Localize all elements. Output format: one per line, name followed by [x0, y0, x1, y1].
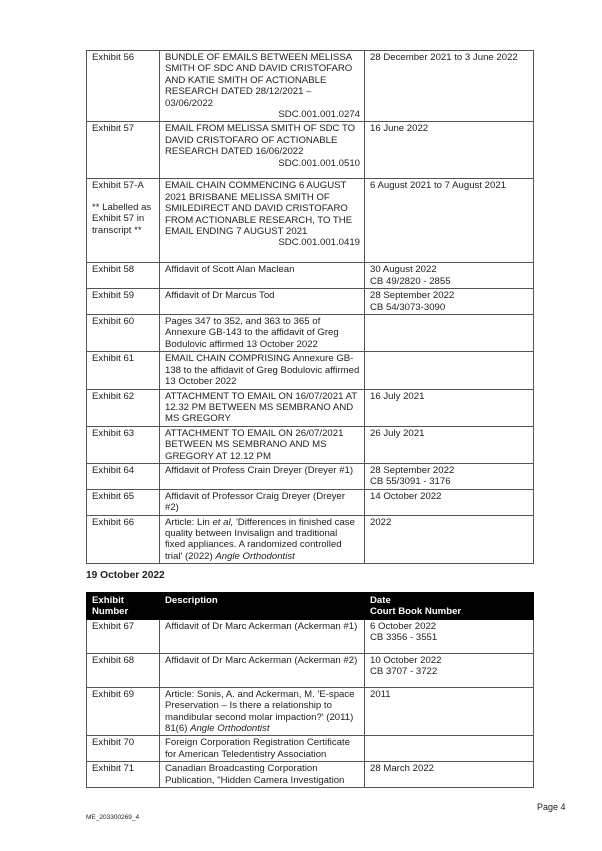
exhibit-number: Exhibit 57 [87, 122, 160, 179]
table-row [87, 315, 534, 352]
exhibit-table-2 [86, 592, 534, 788]
document-id: ME_203300269_4 [86, 814, 140, 821]
exhibit-description: BUNDLE OF EMAILS BETWEEN MELISSA SMITH OF SDC AND DAVID CRISTOFARO AND KATIE SMITH OF ACTIONABLE RESEARCH DATED 28/12/2021 – 03/06/2022 SDC.001.001.0274 [160, 51, 365, 122]
exhibit-number: Exhibit 56 [87, 51, 160, 122]
court-book-number: CB 3356 - 3551 [370, 632, 438, 644]
exhibit-date: 10 October 2022 CB 3707 - 3722 [365, 653, 534, 687]
exhibit-number: Exhibit 60 [87, 315, 160, 352]
exhibit-table-1 [86, 50, 534, 564]
exhibit-date: 6 August 2021 to 7 August 2021 [365, 179, 534, 263]
exhibit-number: Exhibit 69 [87, 687, 160, 736]
exhibit-description: EMAIL CHAIN COMMENCING 6 AUGUST 2021 BRISBANE MELISSA SMITH OF SMILEDIRECT AND DAVID CRISTOFARO FROM ACTIONABLE RESEARCH, TO THE EMAIL ENDING 7 AUGUST 2021 SDC.001.001.0419 [160, 179, 365, 263]
exhibit-number: Exhibit 59 [87, 289, 160, 315]
column-header-exhibit-number: Exhibit Number [87, 593, 160, 620]
exhibit-date: 14 October 2022 [365, 489, 534, 515]
table-row [87, 122, 534, 179]
section-heading: 19 October 2022 [86, 570, 165, 581]
exhibit-date: 16 June 2022 [365, 122, 534, 179]
exhibit-description: EMAIL FROM MELISSA SMITH OF SDC TO DAVID CRISTOFARO OF ACTIONABLE RESEARCH DATED 16/06/2022 SDC.001.001.0510 [160, 122, 365, 179]
table-row [87, 762, 534, 788]
journal-title: Angle Orthodontist [190, 723, 270, 735]
exhibit-description: ATTACHMENT TO EMAIL ON 16/07/2021 AT 12.32 PM BETWEEN MS SEMBRANO AND MS GREGORY [160, 389, 365, 426]
table-header-row [87, 593, 534, 620]
exhibit-description: Affidavit of Profess Crain Dreyer (Dreyer #1) [160, 463, 365, 489]
column-header-description: Description [160, 593, 365, 620]
column-header-date: Date Court Book Number [365, 593, 534, 620]
exhibit-date [365, 315, 534, 352]
exhibit-date: 2011 [365, 687, 534, 736]
journal-title: Angle Orthodontist [215, 550, 295, 562]
table-row [87, 463, 534, 489]
court-book-number: CB 3707 - 3722 [370, 666, 438, 678]
court-book-number: CB 54/3073-3090 [370, 301, 446, 313]
table-row [87, 352, 534, 389]
table-row [87, 489, 534, 515]
exhibit-number: Exhibit 70 [87, 736, 160, 762]
exhibit-date: 28 March 2022 [365, 762, 534, 788]
exhibit-note: ** Labelled as Exhibit 57 in transcript ** [92, 201, 152, 236]
exhibit-description: Affidavit of Professor Craig Dreyer (Dreyer #2) [160, 489, 365, 515]
table-row [87, 619, 534, 653]
exhibit-number: Exhibit 58 [87, 263, 160, 289]
table-row [87, 515, 534, 564]
exhibit-number: Exhibit 68 [87, 653, 160, 687]
exhibit-number: Exhibit 64 [87, 463, 160, 489]
exhibit-description: Article: Sonis, A. and Ackerman, M. 'E-space Preservation – Is there a relationship to mandibular second molar impaction?' (2011) 81(6) Angle Orthodontist [160, 687, 365, 736]
exhibit-description: EMAIL CHAIN COMPRISING Annexure GB-138 to the affidavit of Greg Bodulovic affirmed 13 October 2022 [160, 352, 365, 389]
document-ref: SDC.001.001.0510 [278, 157, 360, 169]
exhibit-description: Affidavit of Scott Alan Maclean [160, 263, 365, 289]
table-row [87, 263, 534, 289]
table-row [87, 289, 534, 315]
exhibit-date [365, 352, 534, 389]
exhibit-number: Exhibit 67 [87, 619, 160, 653]
exhibit-date: 2022 [365, 515, 534, 564]
court-book-number: CB 55/3091 - 3176 [370, 476, 451, 488]
exhibit-date: 6 October 2022 CB 3356 - 3551 [365, 619, 534, 653]
table-row [87, 389, 534, 426]
table-row [87, 653, 534, 687]
exhibit-description: Affidavit of Dr Marcus Tod [160, 289, 365, 315]
exhibit-date: 28 December 2021 to 3 June 2022 [365, 51, 534, 122]
page-number: Page 4 [537, 802, 566, 812]
table-row [87, 736, 534, 762]
exhibit-description: Foreign Corporation Registration Certificate for American Teledentistry Association [160, 736, 365, 762]
exhibit-date [365, 736, 534, 762]
exhibit-description: Affidavit of Dr Marc Ackerman (Ackerman #2) [160, 653, 365, 687]
table-row [87, 51, 534, 122]
exhibit-number: Exhibit 57-A ** Labelled as Exhibit 57 in transcript ** [87, 179, 160, 263]
exhibit-description: ATTACHMENT TO EMAIL ON 26/07/2021 BETWEEN MS SEMBRANO AND MS GREGORY AT 12.12 PM [160, 426, 365, 463]
exhibit-description: Affidavit of Dr Marc Ackerman (Ackerman #1) [160, 619, 365, 653]
exhibit-number: Exhibit 63 [87, 426, 160, 463]
exhibit-date: 26 July 2021 [365, 426, 534, 463]
exhibit-number: Exhibit 71 [87, 762, 160, 788]
exhibit-number: Exhibit 61 [87, 352, 160, 389]
exhibit-number: Exhibit 65 [87, 489, 160, 515]
exhibit-description: Article: Lin et al, 'Differences in finished case quality between Invisalign and traditional fixed appliances. A randomized controlled trial' (2022) Angle Orthodontist [160, 515, 365, 564]
document-ref: SDC.001.001.0419 [278, 237, 360, 249]
exhibit-number: Exhibit 62 [87, 389, 160, 426]
exhibit-date: 28 September 2022 CB 54/3073-3090 [365, 289, 534, 315]
exhibit-description: Canadian Broadcasting Corporation Publication, "Hidden Camera Investigation [160, 762, 365, 788]
exhibit-description: Pages 347 to 352, and 363 to 365 of Annexure GB-143 to the affidavit of Greg Bodulovic affirmed 13 October 2022 [160, 315, 365, 352]
exhibit-date: 28 September 2022 CB 55/3091 - 3176 [365, 463, 534, 489]
table-row [87, 179, 534, 263]
document-ref: SDC.001.001.0274 [278, 109, 360, 121]
court-book-number: CB 49/2820 - 2855 [370, 275, 451, 287]
table-row [87, 426, 534, 463]
exhibit-date: 16 July 2021 [365, 389, 534, 426]
exhibit-date: 30 August 2022 CB 49/2820 - 2855 [365, 263, 534, 289]
exhibit-number: Exhibit 66 [87, 515, 160, 564]
table-row [87, 687, 534, 736]
